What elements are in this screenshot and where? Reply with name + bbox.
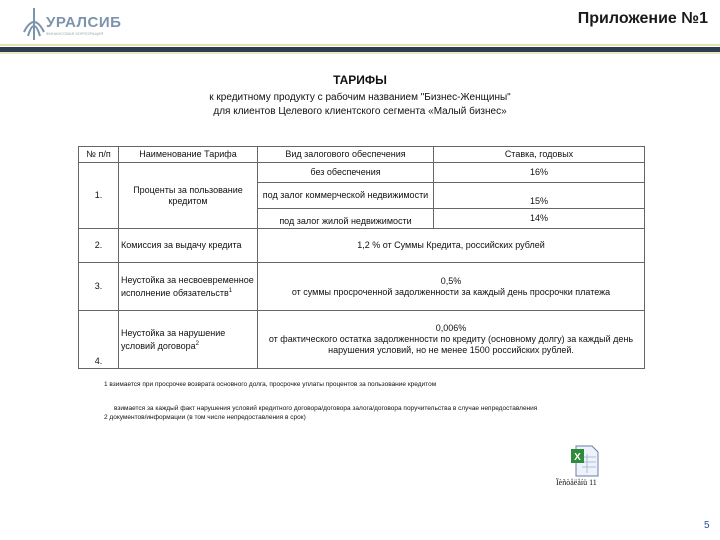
svg-text:X: X <box>574 452 581 463</box>
rate-value: 0,5% <box>440 275 462 286</box>
table-row <box>79 263 645 311</box>
tariff-value <box>258 311 645 369</box>
page-title: ТАРИФЫ <box>333 73 387 87</box>
logo-text: УРАЛСИБ <box>46 14 122 31</box>
logo-subtext: ФИНАНСОВАЯ КОРПОРАЦИЯ <box>46 31 104 36</box>
row-number: 4. <box>79 311 119 369</box>
subtitle: для клиентов Целевого клиентского сегмента «Малый бизнес» <box>213 106 507 117</box>
rate-description: от фактического остатка задолженности по кредиту (основному долгу) за каждый день нарушения условий, но не менее 1500 российских рублей. <box>268 334 634 355</box>
table-row <box>79 229 645 263</box>
row-number: 2. <box>79 229 119 263</box>
header-divider <box>0 52 720 54</box>
tariff-name: Комиссия за выдачу кредита <box>119 229 258 263</box>
attachment-label[interactable]: Ïèñòåëåíü 11 <box>556 478 597 487</box>
header-cell: Вид залогового обеспечения <box>258 147 434 163</box>
footnote-1: 1 взимается при просрочке возврата основного долга, просрочке уплаты процентов за пользование кредитом <box>104 381 437 388</box>
tariff-value <box>258 263 645 311</box>
tariff-name <box>119 263 258 311</box>
tariff-value: 1,2 % от Суммы Кредита, российских рублей <box>258 229 645 263</box>
page-number: 5 <box>704 520 710 531</box>
tariff-name-text: Неустойка за несвоевременное исполнение обязательств <box>121 274 254 298</box>
tariff-name-text: Неустойка за нарушение условий договора <box>121 327 226 351</box>
header-divider <box>0 44 720 46</box>
collateral-type: под залог жилой недвижимости <box>258 209 434 229</box>
appendix-label: Приложение №1 <box>577 10 708 27</box>
table-row <box>79 163 645 183</box>
footnote-ref: 1 <box>228 287 233 294</box>
rate-description: от суммы просроченной задолженности за каждый день просрочки платежа <box>291 286 611 297</box>
header-cell: Наименование Тарифа <box>119 147 258 163</box>
tariff-name <box>119 311 258 369</box>
header-cell: Ставка, годовых <box>434 147 645 163</box>
collateral-type: без обеспечения <box>258 163 434 183</box>
rate: 14% <box>434 209 645 229</box>
footnote-2-cont: 2 документов/информации (в том числе непредоставления в срок) <box>104 414 306 421</box>
row-number: 1. <box>79 163 119 229</box>
footnote-2: взимается за каждый факт нарушения условий кредитного договора/договора залога/договора поручительства в случае непредоставления <box>114 405 538 412</box>
collateral-type: под залог коммерческой недвижимости <box>258 183 434 209</box>
rate: 15% <box>434 183 645 209</box>
tariff-name: Проценты за пользование кредитом <box>119 163 258 229</box>
header-cell: № п/п <box>79 147 119 163</box>
rate-value: 0,006% <box>435 323 467 333</box>
rate: 16% <box>434 163 645 183</box>
table-row <box>79 311 645 369</box>
footnote-ref: 2 <box>195 340 199 347</box>
row-number: 3. <box>79 263 119 311</box>
excel-file-icon[interactable] <box>570 445 600 477</box>
table-header-row <box>79 147 645 163</box>
tariffs-table <box>78 146 645 369</box>
subtitle: к кредитному продукту с рабочим названием "Бизнес-Женщины" <box>209 92 511 103</box>
